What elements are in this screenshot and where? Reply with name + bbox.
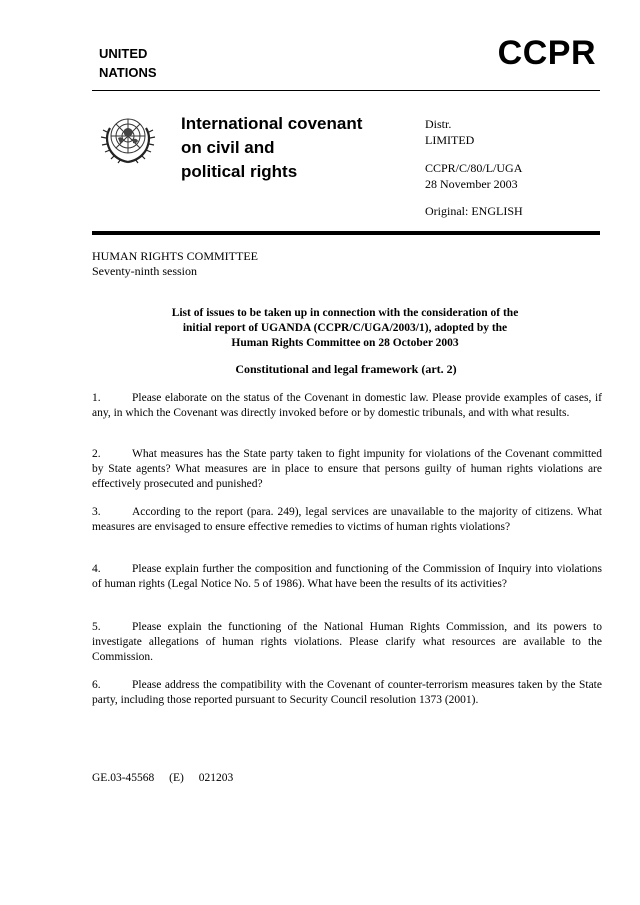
- paragraph: [92, 505, 602, 535]
- language-code: (E): [169, 772, 184, 784]
- document-date: 28 November 2003: [425, 177, 518, 191]
- document-symbol: CCPR: [497, 34, 596, 72]
- paragraph-number: 3.: [92, 506, 101, 518]
- paragraph-number: 6.: [92, 679, 101, 691]
- paragraph-number: 2.: [92, 448, 101, 460]
- original-language: Original: ENGLISH: [425, 204, 523, 218]
- footer-job-number: [92, 772, 245, 784]
- paragraph: [92, 562, 602, 592]
- covenant-title-line-3: political rights: [181, 162, 298, 181]
- covenant-title: [181, 112, 396, 184]
- paragraph: [92, 391, 602, 421]
- paragraph-number: 1.: [92, 392, 101, 404]
- paragraph-text: Please address the compatibility with the Covenant of counter-terrorism measures taken by the State party, including those reported pursuant to Security Council resolution 1373 (2001).: [92, 679, 602, 706]
- paragraph-number: 4.: [92, 563, 101, 575]
- top-rule: [92, 90, 600, 91]
- document-heading: [120, 306, 570, 351]
- heading-line-3: Human Rights Committee on 28 October 2003: [231, 337, 459, 349]
- date-code: 021203: [198, 772, 234, 784]
- distr-value: LIMITED: [425, 133, 475, 147]
- paragraph: [92, 447, 602, 492]
- paragraph-text: According to the report (para. 249), legal services are unavailable to the majority of citizens. What measures are envisaged to ensure effective remedies to victims of human rights violations?: [92, 506, 602, 533]
- covenant-title-line-2: on civil and: [181, 138, 275, 157]
- distr-label: Distr.: [425, 117, 452, 131]
- session-name: Seventy-ninth session: [92, 264, 197, 278]
- organization-name: [99, 44, 157, 82]
- document-reference: CCPR/C/80/L/UGA: [425, 161, 523, 175]
- committee-block: [92, 249, 258, 279]
- paragraph: [92, 620, 602, 665]
- symbol-date-block: [425, 160, 522, 192]
- paragraph-text: Please explain the functioning of the National Human Rights Commission, and its powers to investigate allegations of human rights violations. Please clarify what resources are available to the Commission.: [92, 621, 602, 663]
- job-number: GE.03-45568: [92, 772, 155, 784]
- paragraph-number: 5.: [92, 621, 101, 633]
- section-heading: Constitutional and legal framework (art. 2): [235, 362, 457, 376]
- paragraph-text: What measures has the State party taken to fight impunity for violations of the Covenant committed by State agents? What measures are in place to ensure that persons guilty of human rights violations are effectively prosecuted and punished?: [92, 448, 602, 490]
- heading-line-1: List of issues to be taken up in connection with the consideration of the: [171, 307, 519, 319]
- un-emblem-icon: [96, 106, 160, 170]
- heading-line-2: initial report of UGANDA (CCPR/C/UGA/2003/1), adopted by the: [182, 322, 508, 334]
- org-line-1: UNITED: [99, 46, 148, 61]
- covenant-title-line-1: International covenant: [181, 114, 363, 133]
- paragraph: [92, 678, 602, 708]
- paragraph-text: Please elaborate on the status of the Covenant in domestic law. Please provide examples of cases, if any, in which the Covenant was directly invoked before or by domestic tribunals, and with what results.: [92, 392, 602, 419]
- paragraph-text: Please explain further the composition and functioning of the Commission of Inquiry into violations of human rights (Legal Notice No. 5 of 1986). What have been the results of its activities?: [92, 563, 602, 590]
- header-rule: [92, 231, 600, 235]
- org-line-2: NATIONS: [99, 65, 157, 80]
- committee-name: HUMAN RIGHTS COMMITTEE: [92, 249, 258, 263]
- distribution-block: [425, 116, 474, 148]
